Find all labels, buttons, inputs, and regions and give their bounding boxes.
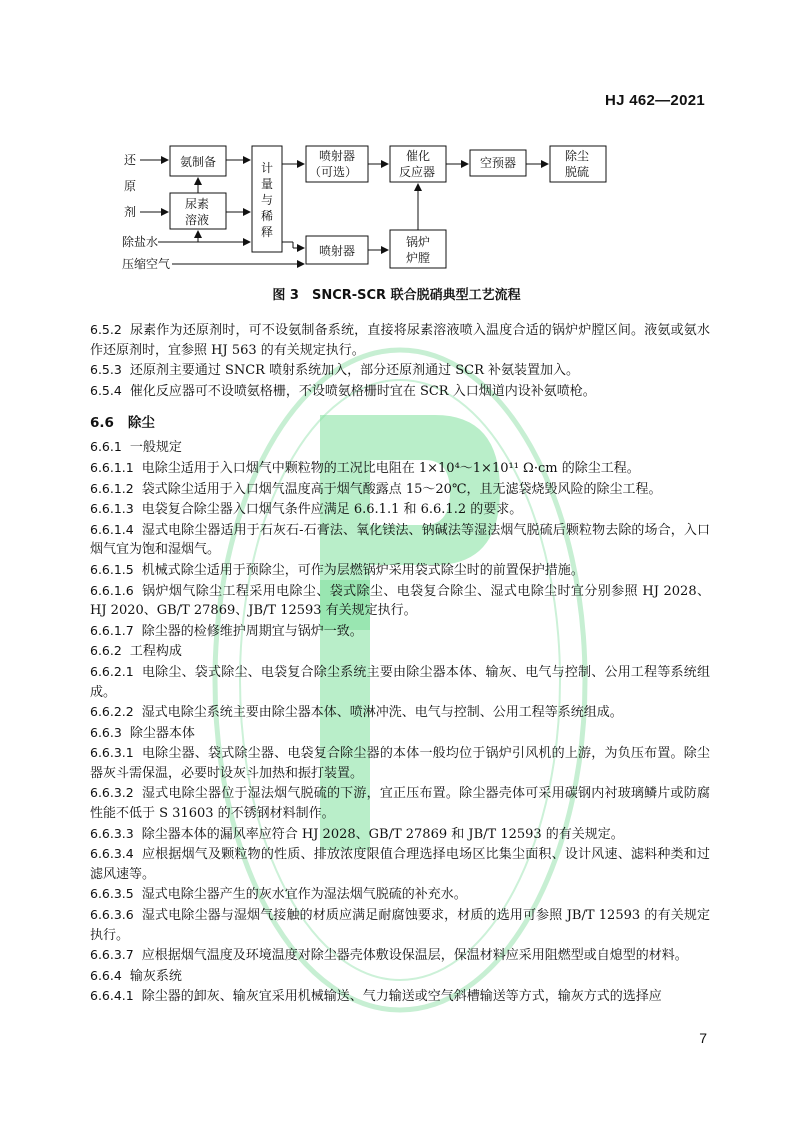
clause-paragraph	[90, 743, 710, 783]
svg-text:尿素: 尿素	[185, 197, 210, 211]
clause-paragraph	[90, 641, 710, 662]
svg-text:量: 量	[261, 177, 274, 191]
svg-text:释: 释	[261, 225, 274, 239]
clause-text: 湿式电除尘器产生的灰水宜作为湿法烟气脱硫的补充水。	[141, 887, 467, 903]
svg-text:溶液: 溶液	[185, 213, 210, 227]
page-number: 7	[699, 1030, 707, 1046]
clause-paragraph	[90, 520, 710, 560]
clause-number: 6.6.3	[90, 724, 122, 740]
clause-number: 6.6.2.1	[90, 663, 134, 679]
clause-number: 6.6.3.7	[90, 947, 134, 963]
clause-number: 6.6.4	[90, 967, 122, 983]
clause-paragraph	[90, 884, 710, 905]
clause-paragraph	[90, 702, 710, 723]
clause-text: 应根据烟气温度及环境温度对除尘器壳体敷设保温层，保温材料应采用阻燃型或自熄型的材料。	[141, 948, 688, 964]
clause-text: 除尘器的检修维护周期宜与锅炉一致。	[141, 623, 363, 639]
svg-text:计: 计	[261, 161, 274, 175]
clause-paragraph	[90, 662, 710, 702]
clause-number: 6.6.1.2	[90, 480, 134, 496]
svg-text:喷射器: 喷射器	[319, 149, 356, 163]
clause-paragraph	[90, 437, 710, 458]
svg-text:炉膛: 炉膛	[406, 251, 431, 265]
svg-text:催化: 催化	[406, 149, 431, 163]
clause-paragraph	[90, 499, 710, 520]
clause-text: 催化反应器可不设喷氨格栅，不设喷氨格栅时宜在 SCR 入口烟道内设补氨喷枪。	[129, 383, 596, 399]
clause-paragraph	[90, 966, 710, 987]
label-demineralized-water: 除盐水	[122, 235, 159, 249]
clause-paragraph	[90, 458, 710, 479]
clause-number: 6.6	[90, 415, 114, 432]
clause-number: 6.6.3.1	[90, 745, 134, 761]
clause-text: 除尘器的卸灰、输灰宜采用机械输送、气力输送或空气斜槽输送等方式，输灰方式的选择应	[141, 989, 662, 1005]
clause-paragraph	[90, 360, 710, 381]
clause-text: 锅炉烟气除尘工程采用电除尘、袋式除尘、电袋复合除尘、湿式电除尘时宜分别参照 HJ 2028、HJ 2020、GB/T 27869、JB/T 12593 有关规定执行。	[90, 583, 710, 619]
clause-number: 6.6.1.4	[90, 521, 134, 537]
clause-number: 6.5.4	[90, 382, 122, 398]
svg-text:空预器: 空预器	[480, 156, 517, 170]
clause-text: 除尘器本体	[129, 725, 195, 741]
clause-paragraph	[90, 621, 710, 642]
svg-text:反应器: 反应器	[399, 165, 436, 179]
clause-text: 湿式电除尘器适用于石灰石-石膏法、氧化镁法、钠碱法等湿法烟气脱硫后颗粒物去除的场合，入口烟气宜为饱和湿烟气。	[90, 522, 710, 558]
standard-code: HJ 462—2021	[604, 92, 705, 109]
clause-text: 电除尘适用于入口烟气中颗粒物的工况比电阻在 1×10⁴～1×10¹¹ Ω·cm 的除尘工程。	[141, 460, 640, 476]
clause-number: 6.6.3.6	[90, 907, 134, 923]
clause-text: 湿式电除尘器位于湿法烟气脱硫的下游，宜正压布置。除尘器壳体可采用碳钢内衬玻璃鳞片或防腐性能不低于 S 31603 的不锈钢材料制作。	[90, 786, 710, 822]
clause-number: 6.6.3.3	[90, 825, 134, 841]
clause-number: 6.6.4.1	[90, 988, 134, 1004]
clause-number: 6.6.1.6	[90, 582, 134, 598]
svg-text:（可选）: （可选）	[309, 165, 358, 179]
clause-paragraph	[90, 905, 710, 945]
clause-text: 尿素作为还原剂时，可不设氨制备系统，直接将尿素溶液喷入温度合适的锅炉炉膛区间。液氨或氨水作还原剂时，宜参照 HJ 563 的有关规定执行。	[90, 323, 710, 358]
svg-text:稀: 稀	[261, 209, 274, 223]
clause-text: 输灰系统	[129, 968, 182, 984]
clause-paragraph	[90, 824, 710, 845]
figure-caption: 图 3 SNCR-SCR 联合脱硝典型工艺流程	[272, 288, 521, 303]
clause-text: 电除尘器、袋式除尘器、电袋复合除尘器的本体一般均位于锅炉引风机的上游，为负压布置。除尘器灰斗需保温，必要时设灰斗加热和振打装置。	[90, 746, 710, 781]
clause-paragraph	[90, 581, 710, 621]
clause-number: 6.6.2	[90, 643, 122, 659]
clause-number: 6.6.3.2	[90, 785, 134, 801]
label-reductant-3: 剂	[124, 205, 137, 219]
clause-paragraph	[90, 560, 710, 581]
clause-number: 6.6.1.7	[90, 622, 134, 638]
clause-paragraph	[90, 320, 710, 360]
svg-text:与: 与	[261, 193, 274, 207]
clause-number: 6.6.1.1	[90, 459, 134, 475]
box-ammonia-prep-label: 氨制备	[180, 155, 217, 169]
clause-paragraph	[90, 986, 710, 1007]
clause-paragraph	[90, 844, 710, 884]
label-compressed-air: 压缩空气	[122, 257, 171, 271]
clause-text: 湿式电除尘器与湿烟气接触的材质应满足耐腐蚀要求，材质的选用可参照 JB/T 12593 的有关规定执行。	[90, 908, 710, 943]
clause-text: 湿式电除尘系统主要由除尘器本体、喷淋冲洗、电气与控制、公用工程等系统组成。	[141, 705, 623, 721]
clause-paragraph	[90, 945, 710, 966]
clause-paragraph	[90, 479, 710, 500]
clause-number: 6.6.1.3	[90, 501, 134, 517]
clause-text: 电除尘、袋式除尘、电袋复合除尘系统主要由除尘器本体、输灰、电气与控制、公用工程等系统组成。	[90, 664, 710, 700]
clause-text: 除尘器本体的漏风率应符合 HJ 2028、GB/T 27869 和 JB/T 12593 的有关规定。	[141, 826, 624, 842]
section-heading	[90, 411, 710, 431]
svg-text:锅炉: 锅炉	[406, 235, 431, 249]
clause-number: 6.5.2	[90, 322, 122, 337]
process-flow-diagram	[118, 138, 638, 278]
clause-text: 机械式除尘适用于预除尘，可作为层燃锅炉采用袋式除尘时的前置保护措施。	[141, 562, 584, 578]
svg-text:喷射器: 喷射器	[319, 244, 356, 258]
label-reductant-2: 原	[124, 179, 137, 193]
document-body	[90, 320, 710, 1007]
clause-number: 6.6.1	[90, 439, 122, 455]
clause-number: 6.6.3.4	[90, 846, 134, 862]
svg-text:除尘: 除尘	[565, 149, 590, 163]
clause-text: 袋式除尘适用于入口烟气温度高于烟气酸露点 15～20℃，且无滤袋烧毁风险的除尘工程。	[141, 481, 662, 497]
clause-paragraph	[90, 783, 710, 823]
clause-number: 6.6.1.5	[90, 561, 134, 577]
clause-paragraph	[90, 381, 710, 402]
clause-number: 6.5.3	[90, 362, 122, 378]
clause-text: 应根据烟气及颗粒物的性质、排放浓度限值合理选择电场区比集尘面积、设计风速、滤料种类和过滤风速等。	[90, 847, 710, 882]
clause-text: 还原剂主要通过 SNCR 喷射系统加入，部分还原剂通过 SCR 补氨装置加入。	[129, 363, 579, 379]
clause-text: 除尘	[127, 415, 155, 432]
clause-paragraph	[90, 723, 710, 744]
svg-text:脱硫: 脱硫	[565, 165, 590, 179]
clause-text: 电袋复合除尘器入口烟气条件应满足 6.6.1.1 和 6.6.1.2 的要求。	[141, 502, 523, 518]
label-reductant-1: 还	[124, 153, 137, 167]
clause-text: 一般规定	[129, 440, 182, 456]
clause-number: 6.6.3.5	[90, 886, 134, 902]
clause-text: 工程构成	[129, 644, 182, 660]
clause-number: 6.6.2.2	[90, 704, 134, 720]
